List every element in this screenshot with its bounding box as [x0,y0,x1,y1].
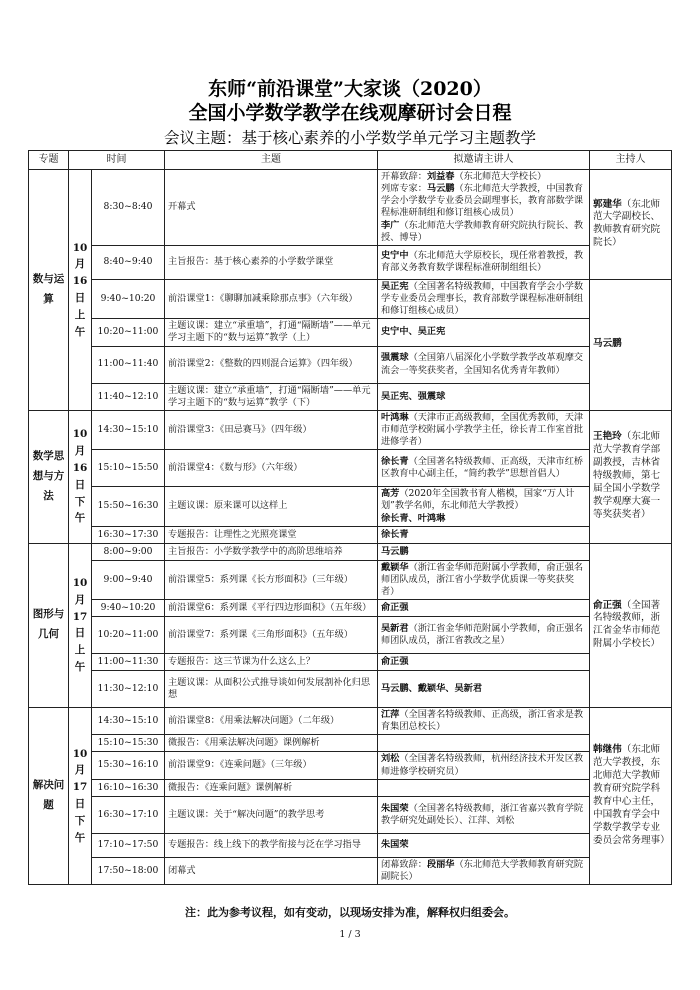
speaker-entry [381,171,586,183]
session-topic: 前沿课堂8：《用乘法解决问题》（二年级） [165,708,378,735]
session-topic: 微报告：《用乘法解决问题》课例解析 [165,735,378,752]
speaker-name: 强震球 [381,352,409,364]
speaker-name: 叶鸿琳 [381,411,409,423]
section-name: 数学思想与方法 [29,410,69,543]
speaker-desc: （东北师范大学校长） [454,171,547,182]
speaker-name: 吴正宪、强震球 [381,390,446,402]
speaker-entry [381,859,586,883]
speaker-entry [381,546,586,558]
speaker-entry [381,183,586,219]
speaker-name: 徐长青 [381,456,409,468]
session-topic: 前沿课堂1：《聊聊加减乘除那点事》（六年级） [165,279,378,318]
conference-theme: 会议主题：基于核心素养的小学数学单元学习主题教学 [163,129,536,147]
col-header-host: 主持人 [590,151,672,170]
session-time: 9:00~9:40 [92,560,165,599]
speaker-name: 刘益春 [426,171,455,182]
title-line-1: 东师“前沿课堂”大家谈（2020） [208,78,492,100]
speaker-entry [381,281,586,317]
speaker-desc: （东北师范大学原校长，现任常着教授，教育部义务教育数学课程标准研制组组长） [381,250,584,274]
table-row [29,450,672,487]
session-time: 8:00~9:00 [92,543,165,560]
col-header-time: 时间 [69,151,165,170]
session-topic: 微报告：《连乘问题》课例解析 [165,779,378,796]
speaker-name: 俞正强 [381,602,409,614]
session-speaker [378,245,590,279]
speaker-entry [381,753,586,777]
host-cell [590,170,672,280]
speaker-name: 吴新君 [381,622,409,634]
session-time: 17:10~17:50 [92,833,165,857]
speaker-entry [381,488,586,512]
session-time: 10:20~11:00 [92,617,165,654]
speaker-desc: （全国著名特级教师、正高级，浙江省求是教育集团总校长） [381,709,584,733]
session-speaker [378,450,590,487]
speaker-name: 江萍 [381,709,400,721]
session-speaker [378,833,590,857]
table-row [29,319,672,346]
session-time: 15:10~15:50 [92,450,165,487]
speaker-entry [381,250,586,274]
session-time: 9:40~10:20 [92,600,165,617]
session-speaker [378,383,590,410]
speaker-desc: （东北师范大学教师教育研究院执行院长、教授、博导） [381,219,584,243]
session-speaker [378,708,590,735]
table-row [29,833,672,857]
host-cell [590,543,672,707]
session-speaker [378,671,590,708]
session-time: 16:30~17:30 [92,526,165,543]
col-header-speaker: 拟邀请主讲人 [378,151,590,170]
session-speaker [378,752,590,779]
session-time: 14:30~15:10 [92,410,165,449]
session-speaker [378,543,590,560]
col-header-section: 专题 [29,151,69,170]
speaker-desc: （天津市正高级教师，全国优秀教师，天津市师范学校附属小学教学主任，徐长青工作室首批进修学者） [381,411,584,448]
session-topic: 专题报告：让理性之光照亮课堂 [165,526,378,543]
speaker-role: 列席专家： [381,183,427,195]
session-speaker [378,857,590,884]
section-name: 数与运算 [29,170,69,411]
table-header-row [29,151,672,170]
session-topic: 专题报告：线上线下的教学衔接与泛在学习指导 [165,833,378,857]
session-speaker [378,560,590,599]
title-line-2: 全国小学数学教学在线观摩研讨会日程 [188,102,512,124]
speaker-entry [381,412,586,448]
section-date: 10 月 16 日 上 午 [69,170,92,411]
session-time: 15:50~16:30 [92,487,165,526]
speaker-name: 朱国荣 [381,802,409,814]
host-desc: （全国著名特级教师，浙江省金华市师范附属小学校长） [593,599,661,650]
speaker-desc: （2020年全国教书育人楷模，国家“万人计划”教学名师，东北师范大学教授） [381,488,575,512]
speaker-entry [381,839,586,851]
speaker-desc: （浙江省金华师范附属小学教师，俞正强名师团队成员，浙江省教改之星） [381,622,584,647]
speaker-desc: （浙江省金华师范附属小学教师，俞正强名师团队成员，浙江省小学数学优质课一等奖获奖者） [381,561,584,597]
speaker-name: 马云鹏、戴颖华、吴新君 [381,683,483,695]
session-time: 16:30~17:10 [92,796,165,833]
session-speaker [378,319,590,346]
speaker-role: 闭幕致辞： [381,858,427,870]
session-topic: 前沿课堂4：《数与形》（六年级） [165,450,378,487]
section-date: 10 月 17 日 下 午 [69,708,92,885]
table-row [29,779,672,796]
speaker-entry [381,562,586,598]
speaker-entry [381,326,586,338]
session-speaker [378,735,590,752]
session-topic: 主题议课：关于“解决问题”的教学思考 [165,796,378,833]
speaker-name: 俞正强 [381,656,409,668]
session-topic: 闭幕式 [165,857,378,884]
session-time: 8:30~8:40 [92,170,165,246]
speaker-entry [381,456,586,480]
table-row [29,708,672,735]
host-cell [590,708,672,885]
session-speaker [378,654,590,671]
speaker-name: 马云鹏 [381,545,409,557]
table-row [29,543,672,560]
session-time: 11:00~11:30 [92,654,165,671]
session-time: 15:10~15:30 [92,735,165,752]
session-speaker [378,796,590,833]
host-name: 马云鹏 [593,338,622,350]
speaker-entry [381,683,586,695]
page-number: 1 / 3 [339,929,361,940]
speaker-role: 开幕致辞： [381,171,427,182]
session-speaker [378,617,590,654]
speaker-entry [381,803,586,827]
session-time: 11:00~11:40 [92,346,165,383]
section-date: 10 月 16 日 下 午 [69,410,92,543]
speaker-name: 史宁中 [381,250,409,262]
session-speaker [378,600,590,617]
speaker-desc: （全国著名特级教师，浙江省嘉兴教育学院教学研究处副处长）、江萍、刘松 [381,802,584,826]
table-row [29,617,672,654]
speaker-name: 李广 [381,219,400,231]
table-row [29,857,672,884]
speaker-entry [381,391,586,403]
speaker-name: 马云鹏 [426,183,455,195]
speaker-entry [381,220,586,244]
session-speaker [378,487,590,526]
session-time: 8:40~9:40 [92,245,165,279]
speaker-name: 朱国荣 [381,839,409,851]
session-time: 16:10~16:30 [92,779,165,796]
host-name: 韩继伟 [593,744,622,756]
speaker-desc: （全国第八届深化小学数学教学改革观摩交流会一等奖获奖者，全国知名优秀青年教师） [381,352,584,376]
host-desc: （东北师范大学教授，东北师范大学教师教育研究院学科教育中心主任，中国教育学会中学数学教学专业委员会常务理事） [593,744,670,846]
session-topic: 主题议课：建立“承重墙”，打通“隔断墙”——单元学习主题下的“数与运算”教学（上） [165,319,378,346]
speaker-name: 高芳 [381,488,400,500]
schedule-table [28,150,672,885]
speaker-desc: （全国著名特级教师，杭州经济技术开发区教师进修学校研究员） [381,753,584,777]
speaker-name: 刘松 [381,753,400,765]
session-time: 10:20~11:00 [92,319,165,346]
session-topic: 主题议课：从面积公式推导谈如何发展割补化归思想 [165,671,378,708]
session-time: 11:30~12:10 [92,671,165,708]
speaker-name: 吴正宪 [381,280,409,292]
speaker-name: 史宁中、吴正宪 [381,326,446,338]
speaker-desc: （东北师范大学教授，中国教育学会小学数学专业委员会副理事长，教育部数学课程标准研制组和修订组核心成员） [381,183,584,219]
host-name: 郭建华 [593,198,622,210]
session-topic: 开幕式 [165,170,378,246]
section-name: 图形与几何 [29,543,69,707]
session-topic: 前沿课堂5：系列课《长方形面积》（三年级） [165,560,378,599]
session-topic: 前沿课堂7：系列课《三角形面积》（五年级） [165,617,378,654]
session-time: 17:50~18:00 [92,857,165,884]
host-name: 王艳玲 [593,431,622,443]
session-speaker [378,526,590,543]
session-speaker [378,279,590,318]
host-cell [590,410,672,543]
session-topic: 前沿课堂6：系列课《平行四边形面积》（五年级） [165,600,378,617]
table-row [29,279,672,318]
table-row [29,735,672,752]
table-row [29,654,672,671]
speaker-entry [381,623,586,647]
session-time: 9:40~10:20 [92,279,165,318]
table-row [29,346,672,383]
session-speaker [378,410,590,449]
host-cell [590,279,672,410]
session-topic: 专题报告：这三节课为什么这么上？ [165,654,378,671]
speaker-entry [381,709,586,733]
session-time: 14:30~15:10 [92,708,165,735]
footer-note: 注：此为参考议程，如有变动，以现场安排为准，解释权归组委会。 [185,906,515,919]
session-topic: 主旨报告：基于核心素养的小学数学课堂 [165,245,378,279]
session-topic: 主题议课：建立“承重墙”，打通“隔断墙”——单元学习主题下的“数与运算”教学（下） [165,383,378,410]
table-row [29,796,672,833]
speaker-name: 徐长青 [381,528,409,540]
host-name: 俞正强 [593,599,622,611]
host-desc: （东北师范大学副校长、教师教育研究院院长） [593,198,661,249]
table-row [29,245,672,279]
schedule-body [29,170,672,885]
speaker-entry [381,529,586,541]
session-speaker [378,779,590,796]
session-speaker [378,170,590,246]
session-topic: 前沿课堂3：《田忌赛马》（四年级） [165,410,378,449]
session-time: 15:30~16:10 [92,752,165,779]
table-row [29,383,672,410]
table-row [29,410,672,449]
speaker-name: 段丽华 [426,858,455,870]
table-row [29,752,672,779]
host-desc: （东北师范大学教育学部副教授，吉林省特级教师，第七届全国小学数学教学观摩大赛一等奖获奖者） [593,431,661,521]
speaker-name: 戴颖华 [381,561,409,573]
table-row [29,600,672,617]
table-row [29,560,672,599]
speaker-entry [381,352,586,376]
session-topic: 前沿课堂9：《连乘问题》（三年级） [165,752,378,779]
speaker-entry [381,602,586,614]
table-row [29,526,672,543]
speaker-desc: （全国著名特级教师、正高级，天津市红桥区教育中心副主任，“简约教学”思想首倡人） [381,456,584,480]
session-topic: 前沿课堂2：《整数的四则混合运算》（四年级） [165,346,378,383]
table-row [29,671,672,708]
session-topic: 主旨报告：小学数学教学中的高阶思维培养 [165,543,378,560]
speaker-desc: （全国著名特级教师，中国教育学会小学数学专业委员会理事长，教育部数学课程标准研制组和修订组核心成员） [381,280,584,317]
speaker-entry [381,513,586,525]
section-date: 10 月 17 日 上 午 [69,543,92,707]
table-row [29,170,672,246]
speaker-name: 徐长青、叶鸿琳 [381,512,446,524]
session-time: 11:40~12:10 [92,383,165,410]
section-name: 解决问题 [29,708,69,885]
session-topic: 主题议课：原来课可以这样上 [165,487,378,526]
speaker-entry [381,656,586,668]
speaker-desc: （东北师范大学教师教育研究院副院长） [381,858,584,882]
col-header-topic: 主题 [165,151,378,170]
table-row [29,487,672,526]
session-speaker [378,346,590,383]
